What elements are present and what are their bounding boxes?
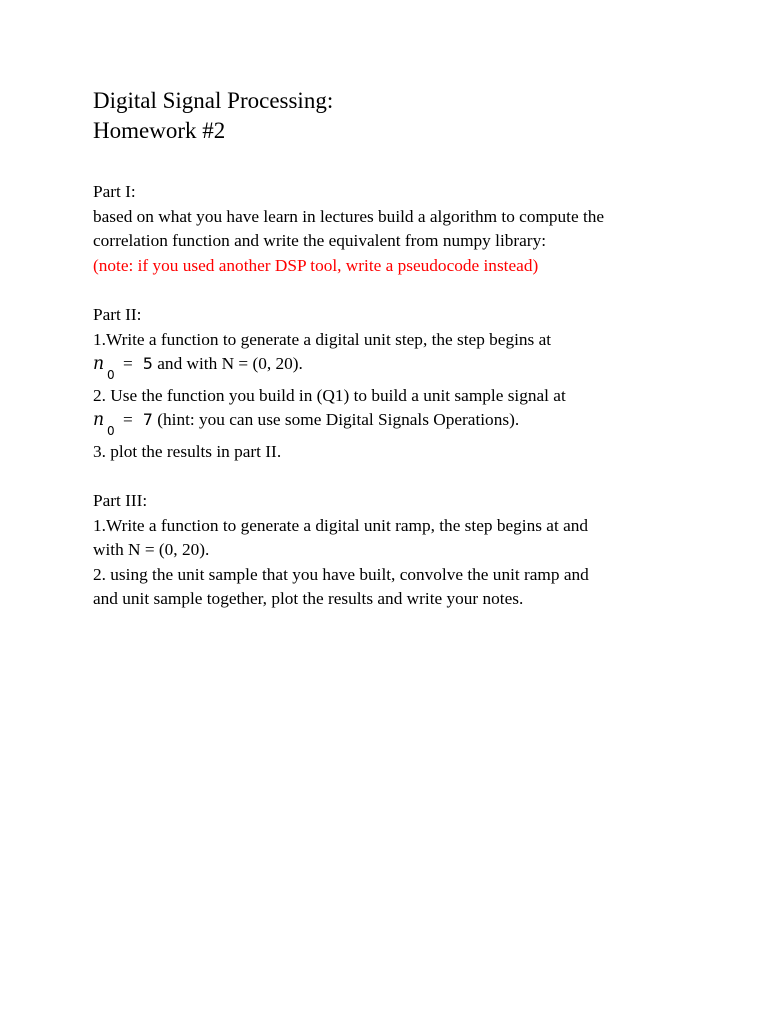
part-3-question-2-line-2: and unit sample together, plot the results and write your notes. xyxy=(93,589,524,608)
part-3-heading: Part III: xyxy=(93,491,148,510)
part-1-note: (note: if you used another DSP tool, write a pseudocode instead) xyxy=(93,255,539,275)
title-line-2: Homework #2 xyxy=(93,118,226,143)
part-2-question-2-math-line xyxy=(93,408,693,440)
part-2-question-2-rest: (hint: you can use some Digital Signals Operations). xyxy=(152,410,520,429)
math-equals: = xyxy=(123,354,133,373)
part-2-question-3: 3. plot the results in part II. xyxy=(93,441,282,461)
part-1-line-1: based on what you have learn in lectures build a algorithm to compute the xyxy=(93,206,605,226)
title-line-1: Digital Signal Processing: xyxy=(93,88,334,113)
document-title xyxy=(93,86,693,146)
math-equals: = xyxy=(123,410,133,429)
part-2-question-1-line-1: 1.Write a function to generate a digital unit step, the step begins at xyxy=(93,329,552,349)
math-variable-n: n 0 xyxy=(93,352,107,377)
part-2-section xyxy=(93,303,693,464)
document-page xyxy=(93,86,693,612)
part-1-section xyxy=(93,180,693,278)
part-3-question-1-line-2: with N = (0, 20). xyxy=(93,540,210,559)
part-3-section xyxy=(93,489,693,612)
math-subscript: 0 xyxy=(107,424,115,438)
part-3-question-2-line-1: 2. using the unit sample that you have built, convolve the unit ramp and xyxy=(93,564,589,584)
math-subscript: 0 xyxy=(107,368,115,382)
part-1-line-2: correlation function and write the equivalent from numpy library: xyxy=(93,231,547,250)
part-2-question-1-math-line xyxy=(93,352,693,384)
part-3-question-1-line-1: 1.Write a function to generate a digital unit ramp, the step begins at and xyxy=(93,515,589,535)
math-value: 5 xyxy=(142,354,153,373)
part-2-heading: Part II: xyxy=(93,305,142,324)
part-1-heading: Part I: xyxy=(93,182,136,201)
math-value: 7 xyxy=(142,410,153,429)
part-2-question-2-line-1: 2. Use the function you build in (Q1) to build a unit sample signal at xyxy=(93,385,566,405)
part-2-question-1-rest: and with N = (0, 20). xyxy=(152,354,303,373)
math-variable-n: n 0 xyxy=(93,408,107,433)
